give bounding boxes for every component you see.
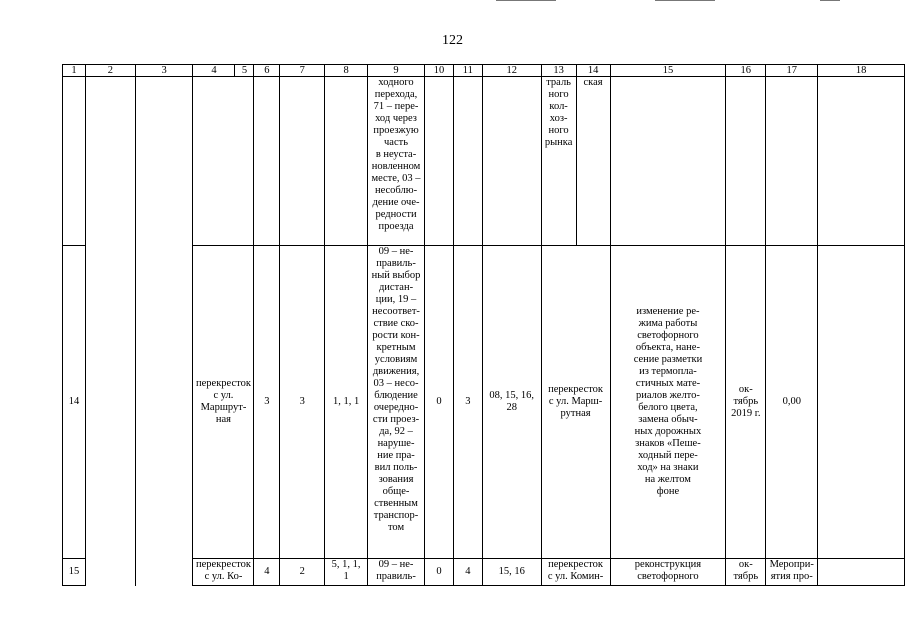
text-line: 28 — [506, 402, 517, 413]
text-line: перехода, — [374, 89, 418, 100]
cell-date — [726, 77, 766, 246]
text-line: проезжую — [373, 125, 419, 136]
text-line: 71 – пере- — [373, 101, 419, 112]
text-line: с ул. Марш- — [548, 396, 603, 407]
cell-cost: 0,00 — [766, 246, 818, 559]
text-line: Меропри- — [769, 559, 814, 570]
header-cell: 5 — [235, 65, 254, 77]
cell-col18 — [818, 246, 905, 559]
text-line: ход через — [375, 113, 417, 124]
text-line: с ул. Ко- — [204, 571, 243, 582]
cell-violations — [368, 246, 425, 559]
text-line: новленном — [371, 161, 421, 172]
text-line: 5, 1, 1, — [331, 559, 361, 570]
header-cell: 18 — [818, 65, 905, 77]
cell-col18 — [818, 77, 905, 246]
top-edge-rule — [655, 0, 715, 1]
text-line: рынка — [544, 137, 573, 148]
text-line: зования — [378, 474, 414, 485]
header-cell: 3 — [135, 65, 193, 77]
text-line: ход» на знаки — [637, 462, 699, 473]
cell-location — [193, 246, 254, 559]
text-line: 2019 г. — [731, 408, 761, 419]
text-line: да, 92 – — [379, 426, 413, 437]
header-cell: 16 — [726, 65, 766, 77]
text-line: ок- — [738, 559, 753, 570]
text-line: правиль- — [376, 571, 416, 582]
cell-col8 — [325, 559, 368, 586]
text-line: рутная — [560, 408, 591, 419]
text-line: с ул. Комин- — [547, 571, 604, 582]
cell-col11: 3 — [453, 246, 482, 559]
cell-date — [726, 246, 766, 559]
cell-col7: 3 — [280, 246, 325, 559]
cell-col8 — [325, 77, 368, 246]
text-line: перекресток — [196, 378, 251, 389]
cell-location — [193, 559, 254, 586]
text-line: светофорного — [637, 330, 699, 341]
text-line: сение разметки — [633, 354, 703, 365]
cell-col10: 0 — [425, 246, 454, 559]
text-line: несоблю- — [374, 185, 418, 196]
text-line: движения, — [372, 366, 420, 377]
text-line: ного — [548, 125, 569, 136]
cell-no — [63, 77, 86, 246]
text-line: жима работы — [638, 318, 698, 329]
text-line: ный выбор — [371, 270, 421, 281]
cell-col12: 15, 16 — [482, 559, 541, 586]
text-line: тябрь — [733, 571, 759, 582]
header-cell: 2 — [85, 65, 135, 77]
text-line: наруше- — [377, 438, 415, 449]
text-line: ственным — [374, 498, 418, 509]
text-line: объекта, нане- — [635, 342, 700, 353]
text-line: ходного — [378, 77, 414, 88]
header-cell: 6 — [254, 65, 280, 77]
text-line: несоответ- — [372, 306, 420, 317]
cell-address — [541, 559, 610, 586]
cell-violations — [368, 559, 425, 586]
cell-location — [193, 77, 254, 246]
text-line: стичных мате- — [635, 378, 701, 389]
header-row — [63, 65, 905, 77]
cell-violations — [368, 77, 425, 246]
cell-address — [541, 77, 576, 246]
text-line: ние пра- — [377, 450, 415, 461]
text-line: ская — [583, 77, 603, 88]
cell-col18 — [818, 559, 905, 586]
cell-col2 — [85, 559, 135, 586]
text-line: дистан- — [378, 282, 414, 293]
cell-no: 14 — [63, 246, 86, 559]
cell-col6 — [254, 77, 280, 246]
text-line: часть — [384, 137, 408, 148]
header-cell: 4 — [193, 65, 235, 77]
text-line: кол- — [549, 101, 568, 112]
text-line: очередно- — [373, 402, 419, 413]
text-line: траль — [546, 77, 571, 88]
text-line: на желтом — [644, 474, 691, 485]
top-edge-rule — [820, 0, 840, 1]
cell-col2 — [85, 77, 135, 246]
cell-col8: 1, 1, 1 — [325, 246, 368, 559]
header-cell: 1 — [63, 65, 86, 77]
cell-col3 — [135, 559, 193, 586]
header-cell: 15 — [610, 65, 726, 77]
text-line: реконструкция — [634, 559, 702, 570]
data-table — [62, 64, 905, 586]
text-line: Маршрут- — [200, 402, 247, 413]
cell-col7: 2 — [280, 559, 325, 586]
text-line: транспор- — [373, 510, 419, 521]
table-row — [63, 246, 905, 559]
cell-measures — [610, 77, 726, 246]
text-line: перекресток — [196, 559, 251, 570]
text-line: 09 – не- — [378, 559, 414, 570]
text-line: сти проез- — [372, 414, 420, 425]
header-cell: 8 — [325, 65, 368, 77]
text-line: ходный пере- — [638, 450, 698, 461]
cell-cost — [766, 559, 818, 586]
text-line: ствие ско- — [373, 318, 419, 329]
top-edge-rule — [496, 0, 556, 1]
text-line: блюдение — [374, 390, 418, 401]
cell-col3 — [135, 246, 193, 559]
header-cell: 7 — [280, 65, 325, 77]
text-line: 09 – не- — [378, 246, 414, 257]
text-line: 1 — [343, 571, 349, 582]
text-line: ятия про- — [770, 571, 813, 582]
cell-col6: 3 — [254, 246, 280, 559]
text-line: перекресток — [548, 559, 604, 570]
text-line: с ул. — [213, 390, 234, 401]
cell-col6: 4 — [254, 559, 280, 586]
cell-col10 — [425, 77, 454, 246]
cell-col11 — [453, 77, 482, 246]
table-row — [63, 77, 905, 246]
cell-measures — [610, 559, 726, 586]
text-line: в неуста- — [375, 149, 417, 160]
text-line: тябрь — [733, 396, 759, 407]
cell-col7 — [280, 77, 325, 246]
text-line: ции, 19 – — [375, 294, 417, 305]
text-line: дение оче- — [372, 197, 420, 208]
header-cell: 9 — [368, 65, 425, 77]
cell-cost — [766, 77, 818, 246]
text-line: хоз- — [549, 113, 568, 124]
cell-col3 — [135, 77, 193, 246]
text-line: правиль- — [376, 258, 416, 269]
page-number: 122 — [442, 33, 463, 48]
cell-date — [726, 559, 766, 586]
text-line: ных дорожных — [634, 426, 702, 437]
header-cell: 11 — [453, 65, 482, 77]
cell-no: 15 — [63, 559, 86, 586]
cell-col11: 4 — [453, 559, 482, 586]
cell-address — [541, 246, 610, 559]
cell-col14 — [576, 77, 610, 246]
text-line: условиям — [374, 354, 418, 365]
text-line: вил поль- — [374, 462, 418, 473]
cell-col2 — [85, 246, 135, 559]
header-cell: 10 — [425, 65, 454, 77]
text-line: месте, 03 – — [371, 173, 421, 184]
text-line: проезда — [378, 221, 414, 232]
text-line: фоне — [656, 486, 680, 497]
text-line: ок- — [738, 384, 753, 395]
text-line: перекресток — [548, 384, 604, 395]
text-line: обще- — [382, 486, 410, 497]
text-line: изменение ре- — [636, 306, 700, 317]
text-line: 03 – несо- — [373, 378, 419, 389]
text-line: из термопла- — [639, 366, 697, 377]
text-line: рости кон- — [372, 330, 420, 341]
text-line: знаков «Пеше- — [635, 438, 701, 449]
header-cell: 13 — [541, 65, 576, 77]
text-line: светофорного — [637, 571, 699, 582]
text-line: 08, 15, 16, — [489, 390, 535, 401]
text-line: риалов желто- — [635, 390, 700, 401]
text-line: белого цвета, — [638, 402, 698, 413]
header-cell: 17 — [766, 65, 818, 77]
text-line: том — [387, 522, 405, 533]
cell-col10: 0 — [425, 559, 454, 586]
header-cell: 12 — [482, 65, 541, 77]
cell-col12 — [482, 77, 541, 246]
header-cell: 14 — [576, 65, 610, 77]
text-line: замена обыч- — [638, 414, 698, 425]
table-row — [63, 559, 905, 586]
text-line: ная — [215, 414, 232, 425]
cell-measures — [610, 246, 726, 559]
text-line: редности — [375, 209, 417, 220]
text-line: кретным — [376, 342, 416, 353]
text-line: ного — [548, 89, 569, 100]
cell-col12 — [482, 246, 541, 559]
